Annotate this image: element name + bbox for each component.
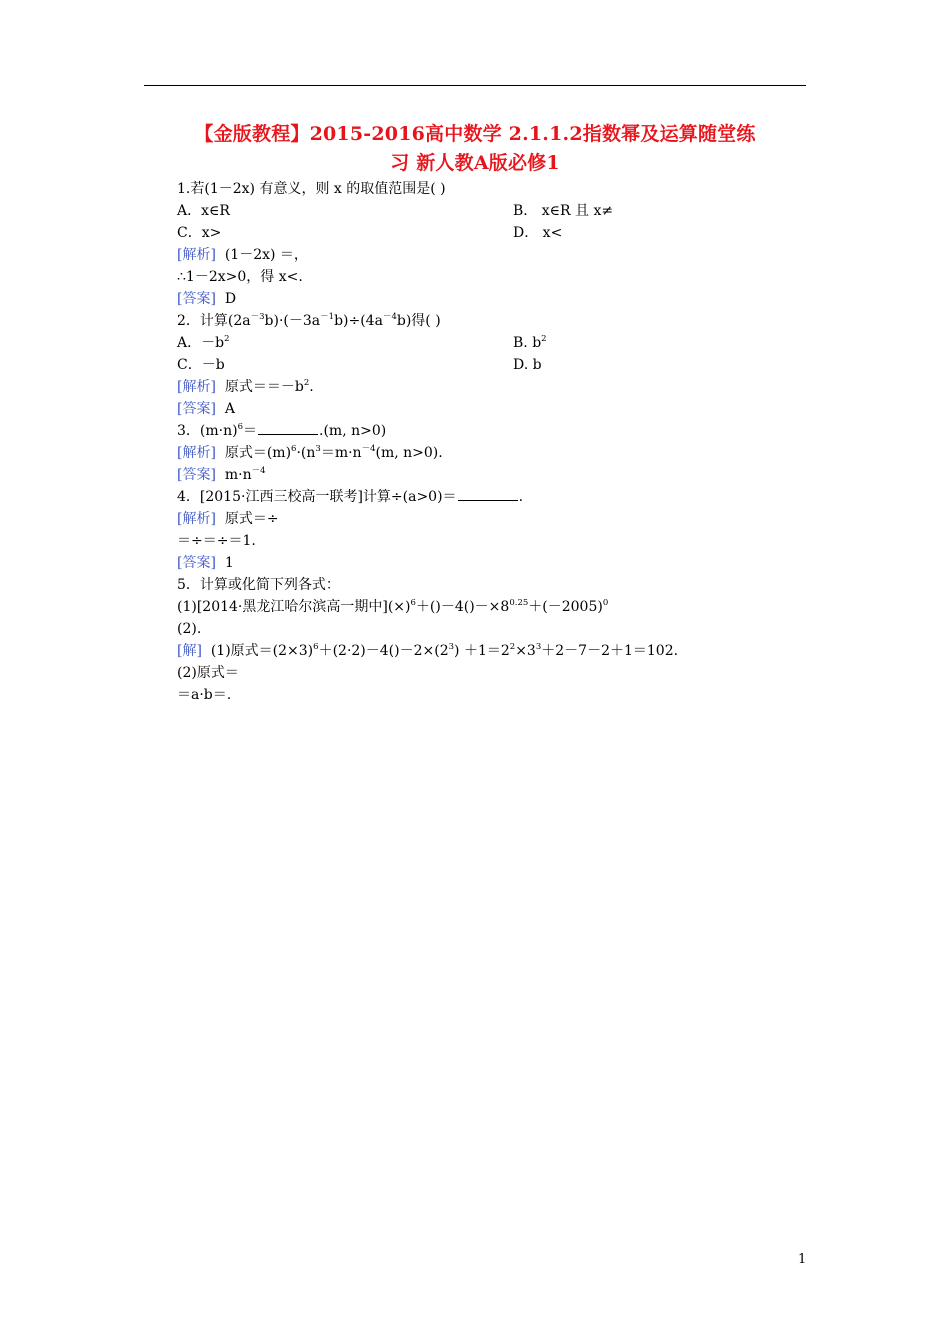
- answer-tag: [答案]: [177, 555, 216, 571]
- q3-analysis-text: ·(n: [296, 445, 316, 461]
- document-title-line1: 【金版教程】2015-2016高中数学 2.1.1.2指数幂及运算随堂练: [194, 123, 756, 145]
- q5-solution-exponent: 6: [313, 642, 319, 652]
- q2-answer: [177, 400, 235, 418]
- q5-solution-exponent: 3: [448, 642, 455, 652]
- q1-therefore: ∴1－2x>0，得 x<.: [177, 269, 303, 285]
- q2-exponent: －3: [250, 312, 265, 322]
- q5-part-2: (2).: [177, 621, 202, 637]
- q2-option-d: D. b: [513, 357, 542, 373]
- q5-1-exponent: 0: [602, 598, 609, 608]
- answer-tag: [答案]: [177, 401, 216, 417]
- q5-solution-text: ×3: [515, 643, 536, 659]
- q5-solution-2: (2)原式＝: [177, 665, 239, 681]
- analysis-tag: [解析]: [177, 511, 216, 527]
- q3-analysis: [177, 444, 443, 464]
- q1-option-b: B． x∈R 且 x≠: [513, 203, 614, 219]
- q4-analysis: [177, 510, 279, 528]
- q3-part: .(m, n>0): [319, 423, 387, 439]
- analysis-tag: [解析]: [177, 445, 216, 461]
- q4-part: 4．[2015·江西三校高一联考]计算÷(a>0)＝: [177, 489, 457, 505]
- q5-solution-exponent: 2: [509, 642, 516, 652]
- q1-answer: [177, 290, 236, 308]
- question-5: 5．计算或化简下列各式：: [177, 577, 340, 593]
- q2-option-a: [177, 334, 230, 354]
- q5-solution-exponent: 3: [535, 642, 542, 652]
- q2-analysis: [177, 378, 314, 398]
- q1-answer-text: D: [224, 291, 237, 307]
- q3-answer-text: m·n: [224, 467, 252, 483]
- q3-part: 3．(m·n): [177, 423, 238, 439]
- q2-option-b: [513, 334, 547, 354]
- analysis-tag: [解析]: [177, 247, 216, 263]
- analysis-tag: [解析]: [177, 379, 216, 395]
- q4-analysis-continued: ＝÷＝÷＝1.: [177, 533, 256, 549]
- q4-answer-text: 1: [224, 555, 234, 571]
- q5-part-1: [177, 598, 608, 618]
- q2-part: b)÷(4a: [334, 313, 383, 329]
- q1-option-d: D． x<: [513, 225, 563, 241]
- q2-part: 2．计算(2a: [177, 313, 251, 329]
- question-1: 1.若(1－2x) 有意义，则 x 的取值范围是( ): [177, 181, 446, 197]
- q4-answer: [177, 554, 234, 572]
- q5-1-exponent: 6: [410, 598, 416, 608]
- q5-1-text: (1)[2014·黑龙江哈尔滨高一期中](×): [177, 599, 411, 615]
- q3-analysis-exponent: 3: [315, 444, 321, 454]
- q3-analysis-text: (m, n>0).: [375, 445, 443, 461]
- q1-option-c: C．x>: [177, 225, 222, 241]
- question-3: [177, 422, 386, 442]
- q2-option-c: C．－b: [177, 357, 225, 373]
- header-rule: [144, 85, 806, 86]
- answer-blank: [458, 488, 518, 501]
- page-number: 1: [798, 1252, 807, 1267]
- q1-analysis: [177, 246, 308, 264]
- q3-exponent: 6: [237, 422, 243, 432]
- q3-analysis-exponent: 6: [291, 444, 297, 454]
- q2-part: b)·(－3a: [264, 313, 321, 329]
- q5-1-text: ＋()－4()－×8: [415, 599, 510, 615]
- q2-b-text: B. b: [513, 335, 542, 351]
- q5-solution-text: ＋(2·2)－4()－2×(2: [318, 643, 449, 659]
- q2-analysis-text: 原式＝＝－b: [224, 379, 304, 395]
- q3-analysis-text: 原式＝(m): [224, 445, 292, 461]
- q1-option-a: A．x∈R: [177, 203, 230, 219]
- q2-exponent: －1: [320, 312, 335, 322]
- q1-analysis-text: (1－2x) ＝，: [224, 247, 308, 263]
- q5-1-exponent: 0.25: [509, 598, 529, 608]
- answer-tag: [答案]: [177, 467, 216, 483]
- q2-analysis-text: .: [309, 379, 314, 395]
- q2-part: b)得( ): [396, 313, 441, 329]
- document-title-line2: 习 新人教A版必修1: [390, 152, 560, 174]
- q2-a-text: A．－b: [177, 335, 225, 351]
- q2-analysis-exponent: 2: [303, 378, 310, 388]
- q3-part: ＝: [243, 423, 257, 439]
- q3-analysis-text: ＝m·n: [320, 445, 362, 461]
- question-2: [177, 312, 441, 332]
- question-4: [177, 488, 523, 506]
- q5-solution-text: (1)原式＝(2×3): [210, 643, 314, 659]
- q4-analysis-text: 原式＝÷: [224, 511, 279, 527]
- q5-1-text: ＋(－2005): [528, 599, 603, 615]
- q2-b-exponent: 2: [541, 334, 547, 344]
- q2-a-exponent: 2: [224, 334, 230, 344]
- q5-solution-text: ＋2－7－2＋1＝102.: [541, 643, 679, 659]
- solution-tag: [解]: [177, 643, 202, 659]
- q5-solution: [177, 642, 678, 662]
- answer-tag: [答案]: [177, 291, 216, 307]
- q5-solution-3: ＝a·b＝.: [177, 687, 232, 703]
- q2-exponent: －4: [382, 312, 397, 322]
- q4-part: .: [518, 489, 524, 505]
- q5-solution-text: ) ＋1＝2: [454, 643, 510, 659]
- q3-answer-exponent: －4: [251, 466, 266, 476]
- q3-analysis-exponent: －4: [361, 444, 376, 454]
- q3-answer: [177, 466, 266, 486]
- answer-blank: [258, 422, 318, 435]
- q2-answer-text: A: [224, 401, 235, 417]
